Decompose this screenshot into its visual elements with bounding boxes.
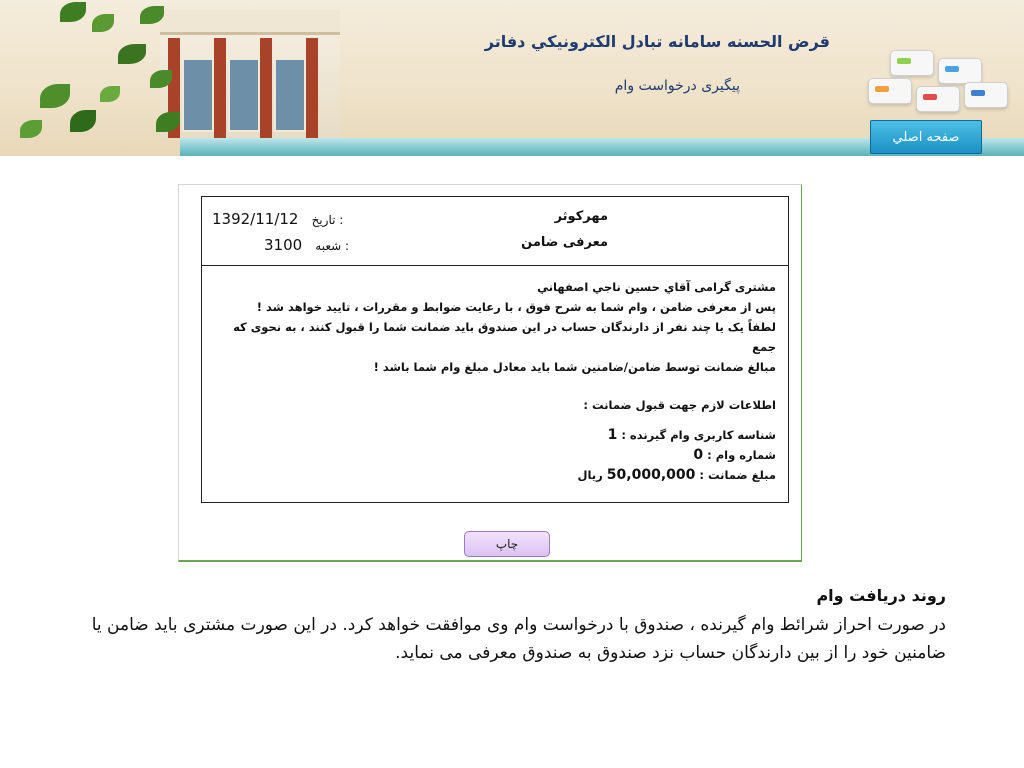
process-description: [70, 586, 946, 667]
guarantee-amount-label: مبلغ ضمانت :: [699, 468, 776, 482]
guarantee-amount-value: 50,000,000: [606, 467, 696, 483]
guarantee-amount-text: مبالغ ضمانت توسط ضامن/ضامنين شما بايد معادل مبلغ وام شما باشد !: [373, 360, 776, 374]
approval-text: پس از معرفی ضامن ، وام شما به شرح فوق ، با رعايت ضوابط و مقررات ، تاييد خواهد شد !: [256, 300, 776, 314]
receipt-body: [201, 265, 789, 503]
guarantor-instruction-text: لطفاً يک يا چند نفر از دارندگان حساب در اين صندوق بايد ضمانت شما را قبول کنند ، به نحوی که جمع: [233, 320, 776, 354]
currency-unit: ريال: [577, 468, 603, 482]
user-id-value: 1: [607, 427, 618, 443]
company-name: مهركوثر: [554, 209, 608, 224]
home-button[interactable]: صفحه اصلي: [870, 120, 982, 154]
description-text: در صورت احراز شرائط وام گیرنده ، صندوق با درخواست وام وی موافقت خواهد کرد. در این صورت مشتری باید ضامن یا ضامنین خود را از بین دارندگان حساب نزد صندوق به صندوق معرفی می نماید.: [91, 615, 946, 663]
loan-number-row: [210, 445, 776, 465]
document-type: معرفی ضامن: [521, 235, 608, 250]
date-label: تاريخ :: [311, 213, 344, 227]
ivy-leaves-decoration: [0, 0, 190, 156]
site-title: قرض الحسنه سامانه تبادل الكترونيكي دفاتر: [484, 32, 830, 51]
user-id-label: شناسه کاربری وام گيرنده :: [621, 428, 776, 442]
guarantee-amount-row: [210, 465, 776, 485]
loan-number-label: شماره وام :: [707, 448, 776, 462]
branch-value: 3100: [264, 236, 303, 254]
user-id-row: [210, 425, 776, 445]
receipt-frame: [178, 184, 802, 562]
greeting-text: مشتری گرامی آقاي حسين ناجي اصفهاني: [537, 280, 776, 294]
date-row: [212, 209, 362, 228]
description-title: روند دریافت وام: [816, 586, 946, 605]
header-banner: [0, 0, 1024, 156]
loan-number-value: 0: [693, 447, 704, 463]
date-value: 1392/11/12: [212, 210, 299, 228]
page-subtitle: پيگيری درخواست وام: [614, 78, 740, 94]
print-button[interactable]: چاپ: [464, 531, 550, 557]
branch-row: [212, 235, 362, 254]
receipt-header: [201, 196, 789, 266]
info-title: اطلاعات لازم جهت قبول ضمانت :: [583, 398, 776, 412]
branch-label: شعبه :: [315, 239, 350, 253]
